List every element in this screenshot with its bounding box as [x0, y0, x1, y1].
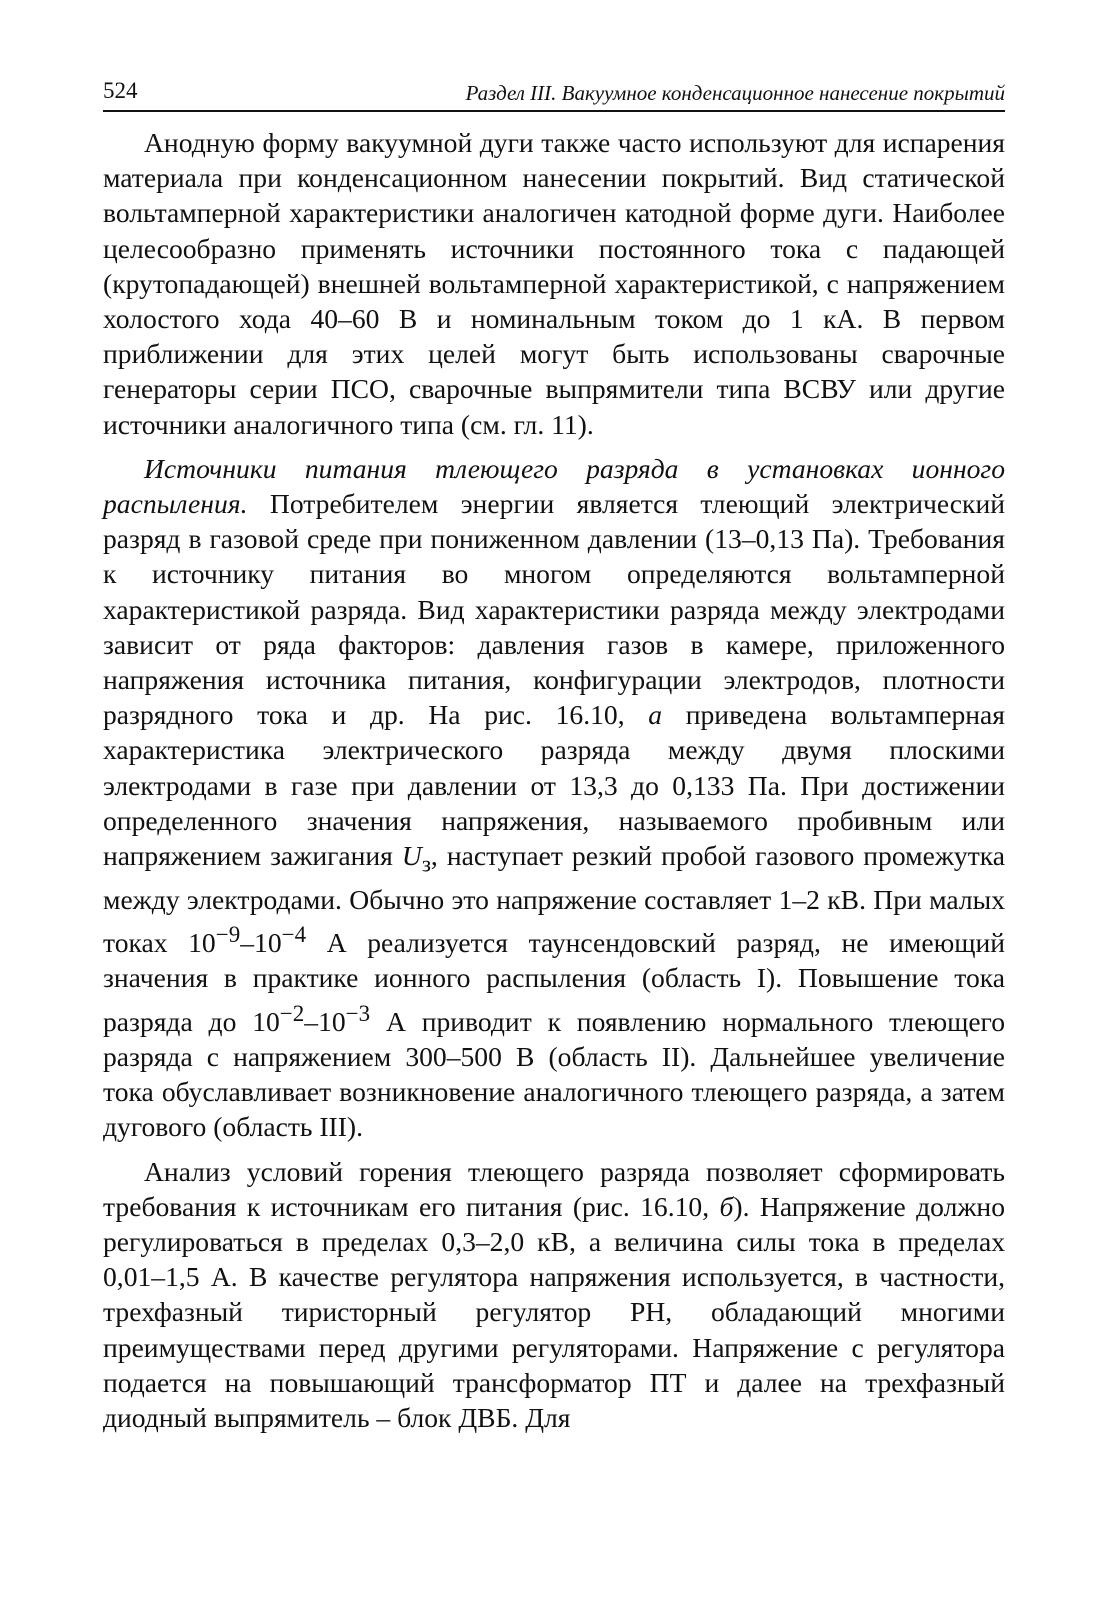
figure-ref-a: а: [648, 699, 663, 731]
exponent: −3: [345, 1000, 371, 1026]
symbol-u: U: [401, 840, 422, 872]
figure-ref-b: б: [719, 1190, 734, 1222]
exponent: −2: [279, 1000, 305, 1026]
section-title: Раздел III. Вакуумное конденсационное нанесение покрытий: [465, 81, 1005, 105]
symbol-subscript: з: [421, 851, 431, 877]
exponent: −9: [215, 921, 241, 947]
page-number: 524: [103, 78, 138, 103]
paragraph-text: А приводит к появлению нормального тлеющего разряда с напряжением 300–500 В (область II). Дальнейшее увеличение тока обуславливает возникновение аналогичного тлеющего разряда, а затем дугового (область III).: [103, 1005, 1005, 1143]
paragraph-text: Анализ условий горения тлеющего разряда позволяет сформировать требования к источникам его питания (рис. 16.10,: [103, 1155, 1005, 1222]
running-head: [103, 76, 1005, 112]
paragraph-text: –10: [304, 1005, 346, 1037]
paragraph-text: , наступает резкий пробой газового промежутка между электродами. Обычно это напряжение составляет 1–2 кВ. При малых токах 10: [103, 840, 1005, 959]
paragraph-lead-heading: Источники питания тлеющего разряда в установках ионного распыления.: [103, 452, 1005, 520]
paragraph-text: приведена вольтамперная характеристика электрического разряда между двумя плоскими электродами в газе при давлении от 13,3 до 0,133 Па. При достижении определенного значения напряжения, называемого пробивным или напряжением зажигания: [103, 699, 1005, 872]
paragraph-power-requirements: [103, 1154, 1005, 1436]
paragraph-anode-arc: Анодную форму вакуумной дуги также часто используют для испарения материала при конденсационном нанесении покрытий. Вид статической вольтамперной характеристики аналогичен катодной форме дуги. Наиболее целесообразно применять источники постоянного тока с падающей (крутопадающей) внешней вольтамперной характеристикой, с напряжением холостого хода 40–60 В и номинальным током до 1 кА. В первом приближении для этих целей могут быть использованы сварочные генераторы серии ПСО, сварочные выпрямители типа ВСВУ или другие источники аналогичного типа (см. гл. 11).: [103, 127, 1005, 440]
exponent: −4: [281, 921, 307, 947]
paragraph-glow-discharge-sources: [103, 451, 1005, 1145]
paragraph-text: ). Напряжение должно регулироваться в пределах 0,3–2,0 кВ, а величина силы тока в пределах 0,01–1,5 А. В качестве регулятора напряжения используется, в частности, трехфазный тиристорный регулятор РН, обладающий многими преимуществами перед другими регуляторами. Напряжение с регулятора подается на повышающий трансформатор ПТ и далее на трехфазный диодный выпрямитель – блок ДВБ. Для: [103, 1190, 1005, 1433]
body-text: [103, 125, 1005, 1444]
paragraph-text: Потребителем энергии является тлеющий электрический разряд в газовой среде при пониженном давлении (13–0,13 Па). Требования к источнику питания во многом определяются вольтамперной характеристикой разряда. Вид характеристики разряда между электродами зависит от ряда факторов: давления газов в камере, приложенного напряжения источника питания, конфигурации электродов, плотности разрядного тока и др. На рис. 16.10,: [103, 488, 1005, 731]
paragraph-text: А реализуется таунсендовский разряд, не имеющий значения в практике ионного распыления (область I). Повышение тока разряда до 10: [103, 927, 1005, 1037]
paragraph-text: –10: [240, 927, 282, 959]
